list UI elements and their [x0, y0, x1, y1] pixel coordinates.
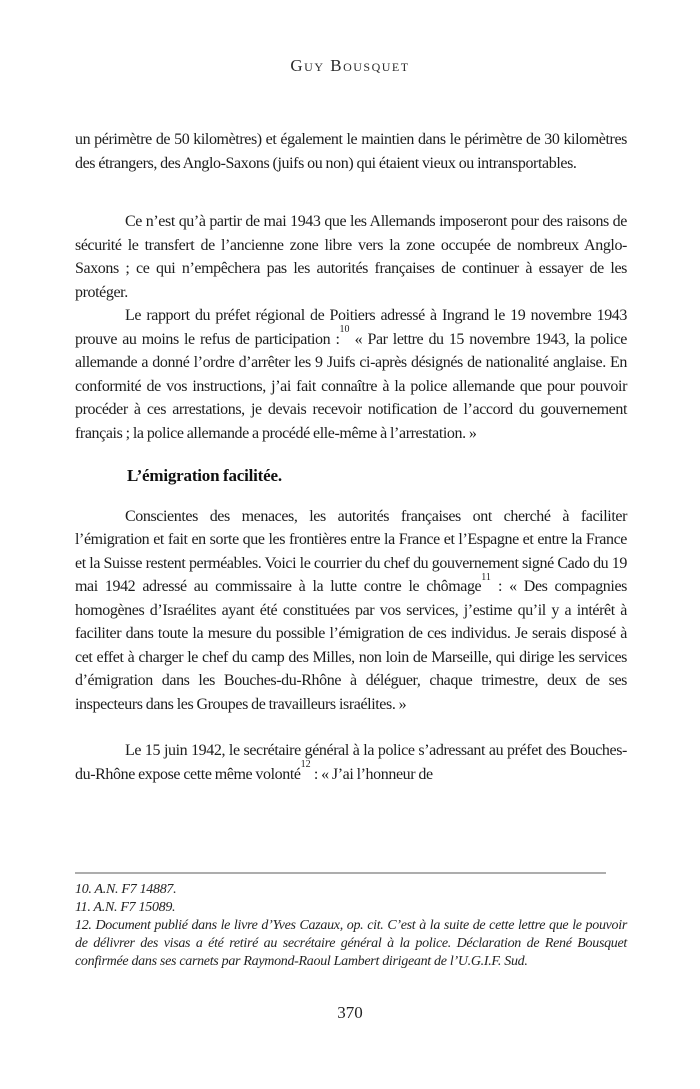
- running-header: Guy Bousquet: [290, 56, 410, 75]
- paragraph-text: : « Des compagnies homogènes d’Israélites ayant été constituées par vos services, j’estime qu’il y a intérêt à faciliter dans toute la mesure du possible l’émigration de ces individus. Je serais disposé à cet effet à charger le chef du camp des Milles, non loin de Marseille, qui dirige les services d’émigration dans les Bouches-du-Rhône à déléguer, chaque trimestre, deux de ses inspecteurs dans les Groupes de travailleurs israélites. »: [75, 578, 627, 713]
- section-heading: L’émigration facilitée.: [127, 466, 282, 485]
- footnote-divider: [75, 872, 606, 874]
- page-number: 370: [337, 1003, 363, 1022]
- footnote-ref-11: 11: [481, 571, 491, 583]
- footnote-12: 12. Document publié dans le livre d’Yves Cazaux, op. cit. C’est à la suite de cette lettre que le pouvoir de délivrer des visas a été retiré au secrétaire général à la police. Déclaration de René Bousquet confirmée dans ses carnets par Raymond-Raoul Lambert dirigeant de l’U.G.I.F. Sud.: [75, 918, 627, 969]
- paragraph: Ce n’est qu’à partir de mai 1943 que les Allemands imposeront pour des raisons de sécurité le transfert de l’ancienne zone libre vers la zone occupée de nombreux Anglo-Saxons ; ce qui n’empêchera pas les autorités françaises de continuer à essayer de les protéger.: [75, 213, 627, 301]
- paragraph-text: Conscientes des menaces, les autorités françaises ont cherché à faciliter l’émigration et fait en sorte que les frontières entre la France et l’Espagne et entre la France et la Suisse restent perméables. Voici le courrier du chef du gouvernement signé Cado du 19 mai 1942 adressé au commissaire à la lutte contre le chômage: [75, 507, 627, 595]
- paragraph: [75, 304, 627, 445]
- footnote-10: 10. A.N. F7 14887.: [75, 882, 177, 897]
- paragraph-text: : « J’ai l’honneur de: [310, 765, 433, 783]
- footnote-ref-10: 10: [339, 324, 350, 336]
- footnote-11: 11. A.N. F7 15089.: [75, 900, 176, 915]
- paragraph: [75, 505, 627, 717]
- footnote-area: [75, 872, 627, 971]
- page-body: [75, 128, 627, 786]
- paragraph-text: « Par lettre du 15 novembre 1943, la police allemande a donné l’ordre d’arrêter les 9 Juifs ci-après désignés de nationalité anglaise. En conformité de vos instructions, j’ai fait connaître à la police allemande que pour pouvoir procéder à ces arrestations, je devais recevoir notification de l’accord du gouvernement français ; la police allemande a procédé elle-même à l’arrestation. »: [75, 330, 627, 442]
- footnote-ref-12: 12: [300, 759, 311, 771]
- paragraph: [75, 739, 627, 786]
- paragraph-continuation: un périmètre de 50 kilomètres) et également le maintien dans le périmètre de 30 kilomètres des étrangers, des Anglo-Saxons (juifs ou non) qui étaient vieux ou intransportables.: [75, 131, 627, 172]
- paragraph-text: Le rapport du préfet régional de Poitiers adressé à Ingrand le 19 novembre 1943 prouve au moins le refus de participation :: [75, 307, 627, 348]
- paragraph-text: Le 15 juin 1942, le secrétaire général à la police s’adressant au préfet des Bouches-du-Rhône expose cette même volonté: [75, 742, 627, 783]
